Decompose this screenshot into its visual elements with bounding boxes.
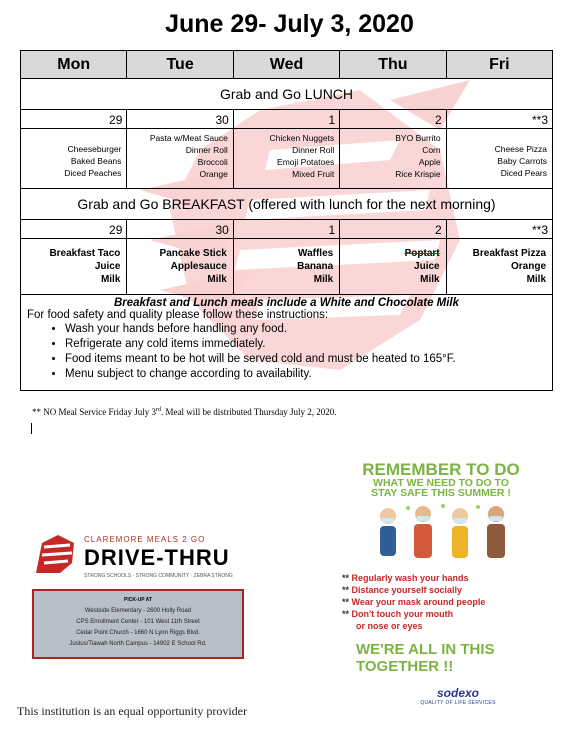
date-cell: 30 <box>127 110 233 128</box>
page-title: June 29- July 3, 2020 <box>165 10 414 38</box>
list-item: • Food items meant to be hot will be served cold and must be heated to 165°F. <box>65 352 546 367</box>
menu-item: Corn <box>422 145 441 155</box>
lunch-menu-fri <box>447 129 552 188</box>
menu-item: Milk <box>207 274 227 285</box>
lunch-menu-mon <box>21 129 127 188</box>
menu-item: Banana <box>297 261 334 272</box>
lunch-date-row <box>21 110 552 129</box>
menu-item: Juice <box>94 261 121 272</box>
menu-item: BYO Burrito <box>395 133 441 143</box>
breakfast-banner: Grab and Go BREAKFAST (offered with lunch for the next morning) <box>21 189 552 220</box>
breakfast-menu-fri <box>447 239 552 294</box>
poster-subheading: WHAT WE NEED TO DO TO <box>373 477 509 489</box>
menu-item: Applesauce <box>170 261 227 272</box>
menu-item: Dinner Roll <box>185 145 228 155</box>
text-cursor <box>31 423 32 434</box>
menu-item: Broccoli <box>197 157 228 167</box>
menu-item: Milk <box>420 274 440 285</box>
date-cell: 2 <box>340 220 446 238</box>
breakfast-menu-mon <box>21 239 127 294</box>
lunch-menu-wed <box>234 129 340 188</box>
list-item: ** Distance yourself socially <box>342 585 463 595</box>
pickup-location: Cedar Point Church - 1660 N Lynn Riggs Blvd. <box>76 630 200 636</box>
list-item: ** Regularly wash your hands <box>342 573 469 583</box>
drive-thru-header <box>32 531 244 583</box>
breakfast-date-row <box>21 220 552 239</box>
menu-item: Cheeseburger <box>67 144 122 154</box>
day-header: Fri <box>489 55 510 73</box>
list-item: • Menu subject to change according to availability. <box>65 367 546 382</box>
menu-item: Orange <box>511 261 547 272</box>
date-cell: 1 <box>234 220 340 238</box>
breakfast-items-row <box>21 239 552 295</box>
sodexo-name: sodexo <box>436 686 479 700</box>
menu-item: Milk <box>526 274 547 285</box>
drive-thru-flyer <box>32 531 244 659</box>
menu-table <box>20 50 553 391</box>
menu-item: Mixed Fruit <box>292 169 335 179</box>
menu-item: Diced Pears <box>500 168 548 178</box>
drive-thru-brand: CLAREMORE MEALS 2 GO <box>84 535 206 544</box>
poster-tips <box>342 572 542 632</box>
poster-heading: REMEMBER TO DO <box>362 460 520 479</box>
milk-note: Breakfast and Lunch meals include a White and Chocolate Milk <box>113 297 460 309</box>
date-cell: 2 <box>340 110 446 128</box>
list-item: ** Wear your mask around people <box>342 597 486 607</box>
drive-thru-title: DRIVE-THRU <box>84 545 230 570</box>
list-item: ** Don't touch your mouth <box>342 609 454 619</box>
lunch-items-row <box>21 129 552 189</box>
day-header-row <box>21 51 552 79</box>
sodexo-tagline: QUALITY OF LIFE SERVICES <box>420 700 496 706</box>
menu-item: Apple <box>418 157 441 167</box>
pickup-location: Westside Elementary - 2600 Holly Road <box>84 608 192 614</box>
list-item: • Wash your hands before handling any food. <box>65 322 546 337</box>
menu-item: Cheese Pizza <box>494 144 548 154</box>
menu-item: Waffles <box>298 248 334 259</box>
menu-item: Dinner Roll <box>292 145 335 155</box>
lunch-menu-tue <box>127 129 233 188</box>
date-cell: 29 <box>21 110 127 128</box>
safety-intro: For food safety and quality please follow these instructions: <box>27 309 329 321</box>
day-header: Thu <box>340 51 446 78</box>
day-header: Tue <box>127 51 233 78</box>
zebra-logo <box>32 533 80 577</box>
notes-section <box>21 295 552 390</box>
menu-item: Pancake Stick <box>159 248 227 259</box>
breakfast-menu-wed <box>234 239 340 294</box>
pickup-location: Justus/Tiawah North Campus - 14902 E School Rd. <box>69 641 207 647</box>
date-cell: 30 <box>127 220 233 238</box>
menu-item: Emoji Potatoes <box>277 157 335 167</box>
drive-thru-tagline: STRONG SCHOOLS · STRONG COMMUNITY · ZEBRA STRONG <box>84 573 233 579</box>
menu-item: Baked Beans <box>70 156 122 166</box>
menu-item: Rice Krispie <box>395 169 441 179</box>
menu-item: Chicken Nuggets <box>269 133 335 143</box>
menu-item: Pasta w/Meat Sauce <box>149 133 228 143</box>
menu-item: Breakfast Taco <box>49 248 121 259</box>
menu-item: Orange <box>199 169 228 179</box>
pickup-label: PICK-UP AT <box>124 597 152 603</box>
menu-item: Milk <box>100 274 121 285</box>
poster-closing: WE'RE ALL IN THIS TOGETHER !! <box>356 641 495 675</box>
list-item: or nose or eyes <box>356 621 423 631</box>
date-cell: **3 <box>532 113 549 127</box>
pickup-locations <box>34 606 242 650</box>
menu-item: Breakfast Pizza <box>472 248 547 259</box>
menu-item: Juice <box>414 261 440 272</box>
footnote: ** NO Meal Service Friday July 3rd. Meal will be distributed Thursday July 2, 2020. <box>32 407 337 417</box>
menu-item: Baby Carrots <box>497 156 548 166</box>
masked-people-illustration <box>368 504 518 570</box>
day-header: Mon <box>21 51 127 78</box>
day-header: Wed <box>234 51 340 78</box>
lunch-banner: Grab and Go LUNCH <box>21 79 552 110</box>
poster-subheading: STAY SAFE THIS SUMMER ! <box>371 487 511 499</box>
pickup-location: CPS Enrollment Center - 101 West 11th Street <box>76 619 200 625</box>
safety-list <box>65 322 546 382</box>
menu-item: Diced Peaches <box>64 168 122 178</box>
list-item: • Refrigerate any cold items immediately. <box>65 337 546 352</box>
date-cell: **3 <box>532 223 549 237</box>
date-cell: 29 <box>21 220 127 238</box>
pickup-card <box>32 589 244 659</box>
equal-opportunity-statement: This institution is an equal opportunity provider <box>17 704 247 718</box>
stay-safe-poster <box>338 460 544 675</box>
menu-item: Milk <box>313 274 334 285</box>
sodexo-logo <box>413 686 503 706</box>
breakfast-menu-thu <box>340 239 446 294</box>
breakfast-menu-tue <box>127 239 233 294</box>
menu-item: Poptart <box>404 248 440 259</box>
lunch-menu-thu <box>340 129 446 188</box>
date-cell: 1 <box>234 110 340 128</box>
